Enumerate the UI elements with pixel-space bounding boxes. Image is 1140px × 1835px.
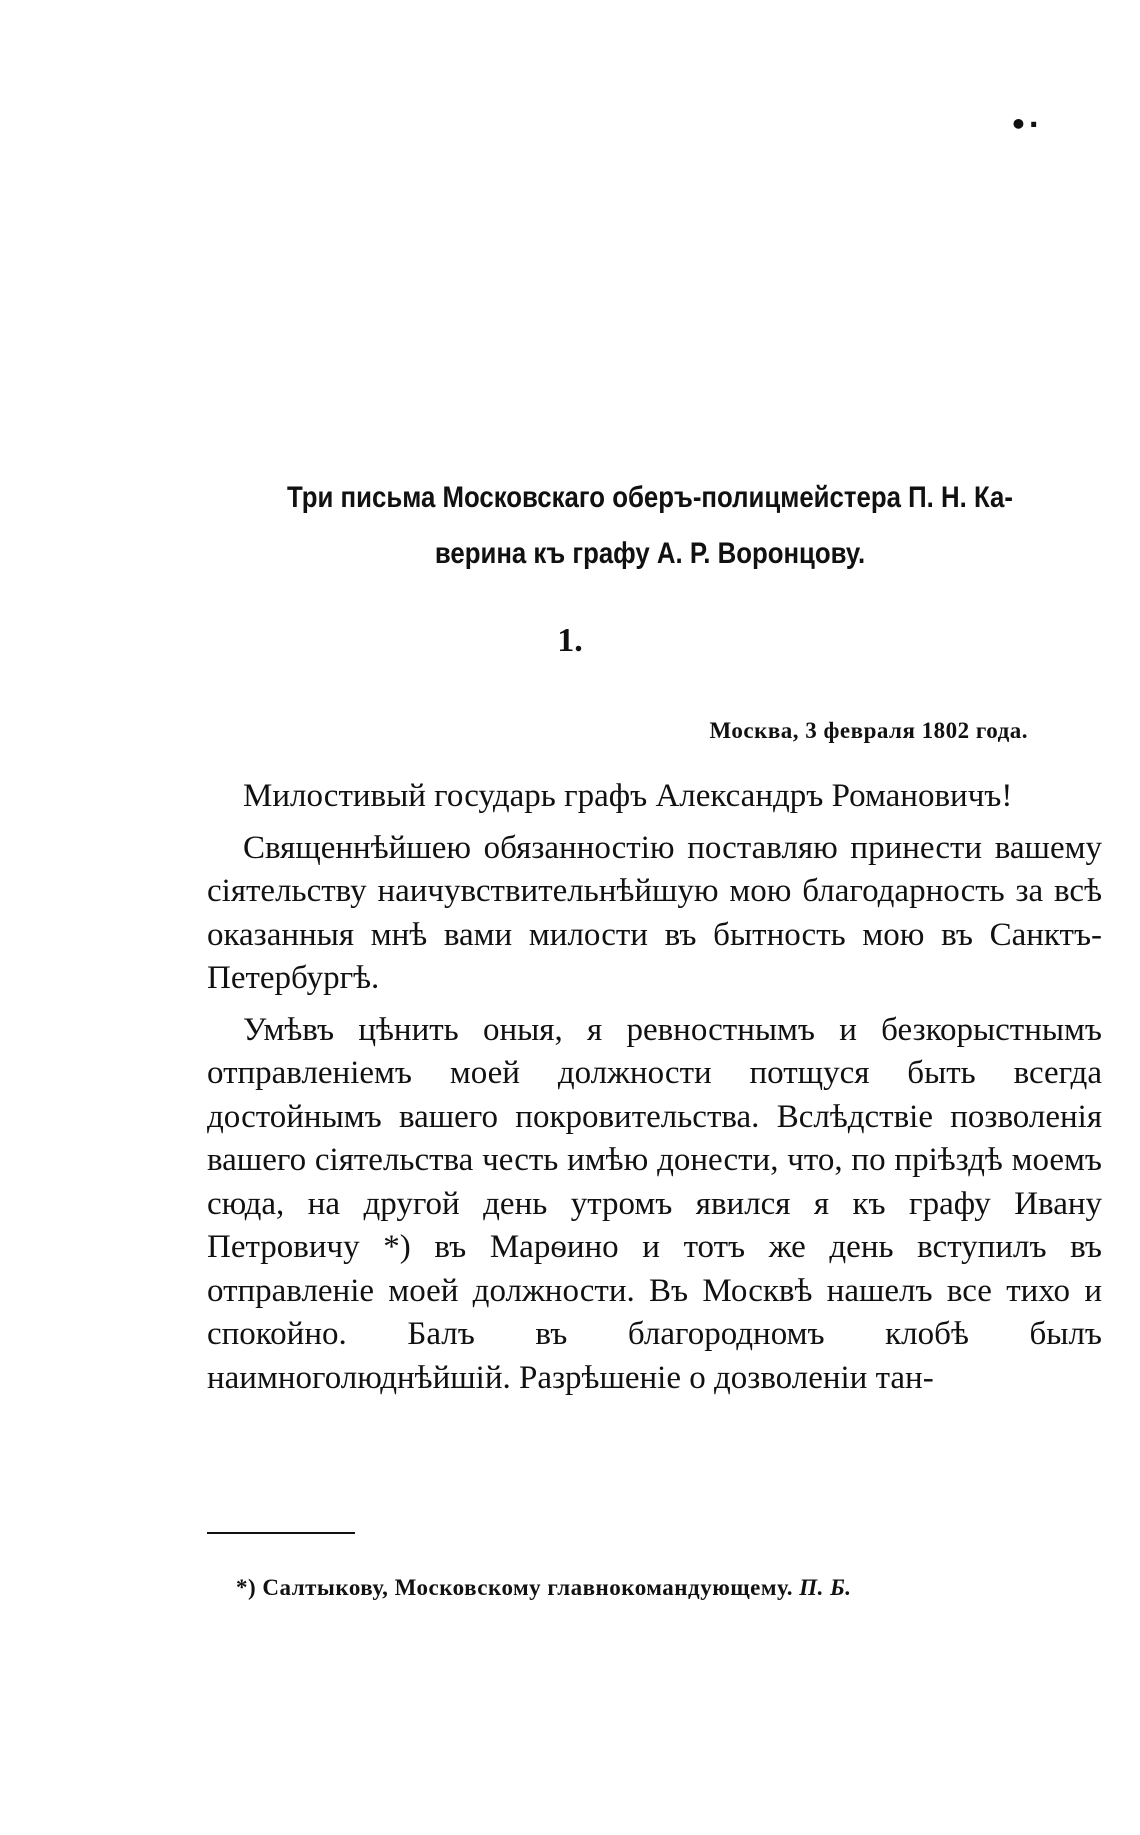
letter-body: [207, 775, 1102, 1408]
footnote: [236, 1575, 852, 1601]
letter-dateline: Москва, 3 февраля 1802 года.: [709, 718, 1028, 743]
document-title: [205, 470, 1095, 582]
footnote-divider: [207, 1532, 355, 1534]
title-line-2: верина къ графу А. Р. Воронцову.: [434, 537, 866, 570]
salutation-paragraph: Милостивый государь графъ Александръ Романовичъ!: [243, 778, 1013, 814]
letter-number: 1.: [557, 622, 583, 659]
footnote-text: Салтыкову, Московскому главнокомандующему.: [262, 1575, 794, 1600]
body-paragraph: Умѣвъ цѣнить оныя, я ревностнымъ и безкорыстнымъ отправленіемъ моей должности потщуся быть всегда достойнымъ вашего покровительства. Вслѣдствіе позволенія вашего сіятельства честь имѣю донести, что, по пріѣздѣ моемъ сюда, на другой день утромъ явился я къ графу Ивану Петровичу *) въ Марѳино и тотъ же день вступилъ въ отправленіе моей должности. Въ Москвѣ нашелъ все тихо и спокойно. Балъ въ благородномъ клобѣ былъ наимноголюднѣйшій. Разрѣшеніе о дозволеніи тан-: [207, 1011, 1102, 1396]
title-line-1: Три письма Московскаго оберъ-полицмейстера П. Н. Ка-: [286, 481, 1014, 514]
footnote-initials: П. Б.: [799, 1575, 852, 1600]
footnote-marker: *): [236, 1575, 257, 1600]
page-corner-mark: •·: [1009, 108, 1040, 141]
body-paragraph: Священнѣйшею обязанностію поставляю принести вашему сіятельству наичувствительнѣйшую мою благодарность за всѣ оказанныя мнѣ вами милости въ бытность мою въ Санктъ-Петербургѣ.: [207, 829, 1102, 996]
